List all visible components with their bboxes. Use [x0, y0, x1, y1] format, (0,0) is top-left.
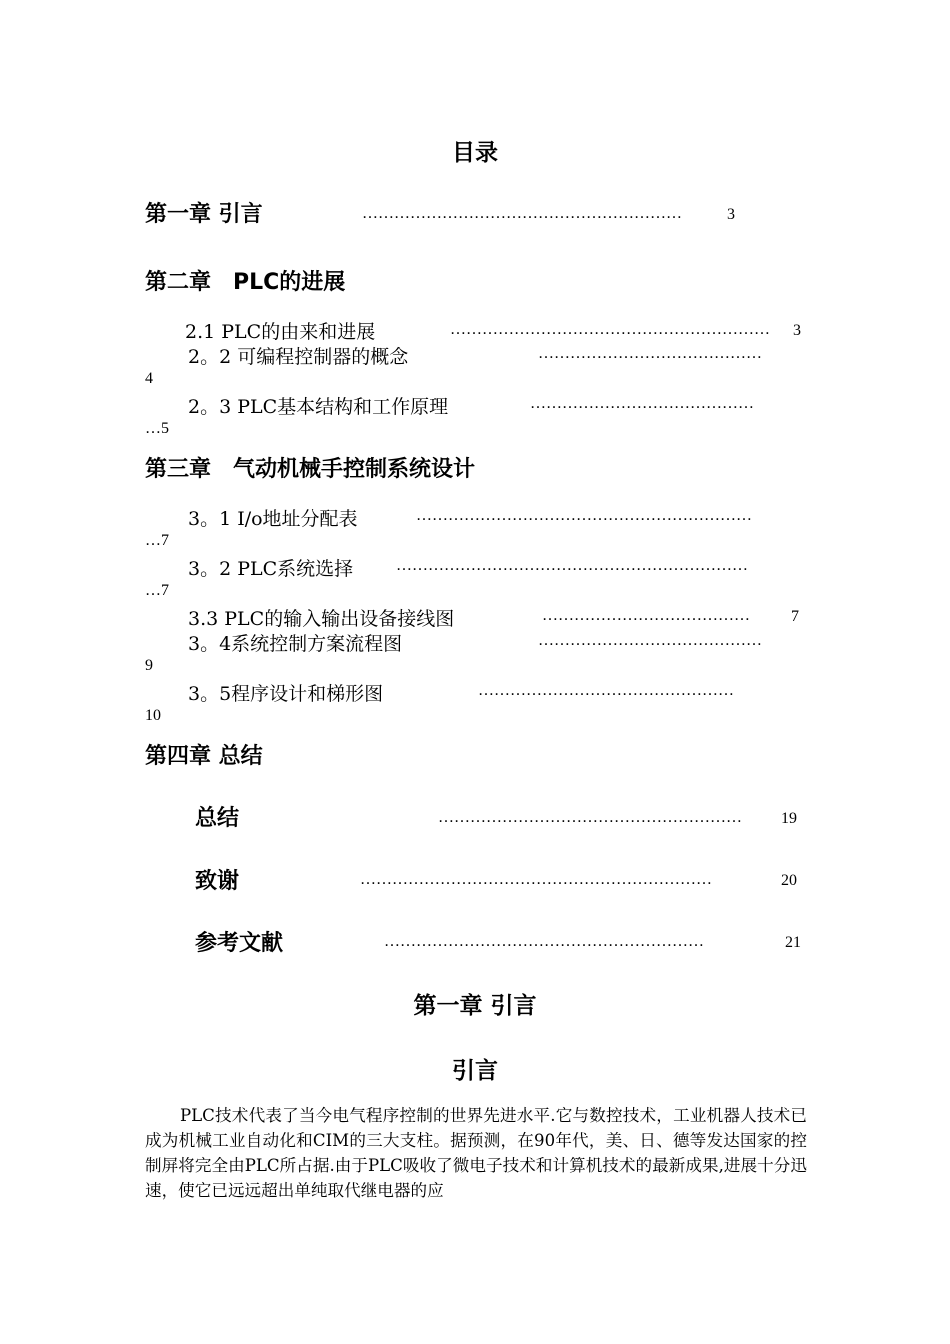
toc-section-3-2-page: …7	[145, 582, 169, 599]
chapter-1-paragraph: PLC技术代表了当今电气程序控制的世界先进水平.它与数控技术，工业机器人技术已成为机械工业自动化和CIM的三大支柱。据预测，在90年代，美、日、德等发达国家的控制屏将完全由PLC所占据.由于PLC吸收了微电子技术和计算机技术的最新成果,进展十分迅速，使它已远远超出单纯取代继电器的应	[145, 1106, 807, 1200]
toc-section-3-3-dots: …………………………………	[542, 607, 750, 624]
toc-acknowledgement-page: 20	[781, 872, 797, 889]
chapter-1-heading: 第一章 引言	[413, 993, 537, 1019]
toc-section-2-1-dots: ……………………………………………………	[450, 321, 770, 338]
toc-acknowledgement-label: 致谢	[195, 869, 240, 894]
toc-section-3-3-page: 7	[791, 608, 799, 625]
toc-section-3-2-dots: …………………………………………………………	[396, 557, 748, 574]
toc-section-3-3-label: 3.3 PLC的输入输出设备接线图	[188, 608, 455, 630]
toc-chapter-4-label: 第四章 总结	[145, 744, 263, 769]
toc-section-2-3-page: …5	[145, 420, 169, 437]
toc-summary-label: 总结	[195, 806, 240, 831]
toc-section-2-1-label: 2.1 PLC的由来和进展	[185, 321, 376, 343]
toc-chapter-3-label: 第三章 气动机械手控制系统设计	[145, 457, 476, 482]
toc-chapter-1-page: 3	[727, 206, 735, 223]
toc-acknowledgement-dots: …………………………………………………………	[360, 871, 712, 888]
toc-summary-page: 19	[781, 810, 797, 827]
toc-chapter-1-dots: ……………………………………………………	[362, 205, 682, 222]
toc-section-3-5-dots: …………………………………………	[478, 682, 734, 699]
toc-section-2-3-dots: ……………………………………	[530, 395, 754, 412]
toc-references-page: 21	[785, 934, 801, 951]
toc-chapter-1-label: 第一章 引言	[145, 202, 263, 227]
toc-section-3-2-label: 3。2 PLC系统选择	[188, 558, 354, 580]
toc-chapter-2-label: 第二章 PLC的进展	[145, 270, 346, 295]
toc-section-3-5-label: 3。5程序设计和梯形图	[188, 683, 384, 705]
toc-section-3-4-page: 9	[145, 657, 153, 674]
toc-section-2-1-page: 3	[793, 322, 801, 339]
toc-title: 目录	[452, 140, 498, 166]
toc-section-2-2-label: 2。2 可编程控制器的概念	[188, 346, 409, 368]
toc-section-3-4-label: 3。4系统控制方案流程图	[188, 633, 403, 655]
toc-summary-dots: …………………………………………………	[438, 809, 742, 826]
toc-section-2-2-dots: ……………………………………	[538, 345, 762, 362]
toc-section-3-1-dots: ………………………………………………………	[416, 507, 752, 524]
toc-references-label: 参考文献	[195, 931, 284, 956]
toc-section-3-5-page: 10	[145, 707, 161, 724]
toc-references-dots: ……………………………………………………	[384, 933, 704, 950]
toc-section-2-3-label: 2。3 PLC基本结构和工作原理	[188, 396, 449, 418]
chapter-1-subheading: 引言	[452, 1058, 498, 1084]
toc-section-3-1-page: …7	[145, 532, 169, 549]
toc-section-3-1-label: 3。1 I/o地址分配表	[188, 508, 358, 530]
toc-section-3-4-dots: ……………………………………	[538, 632, 762, 649]
toc-section-2-2-page: 4	[145, 370, 153, 387]
